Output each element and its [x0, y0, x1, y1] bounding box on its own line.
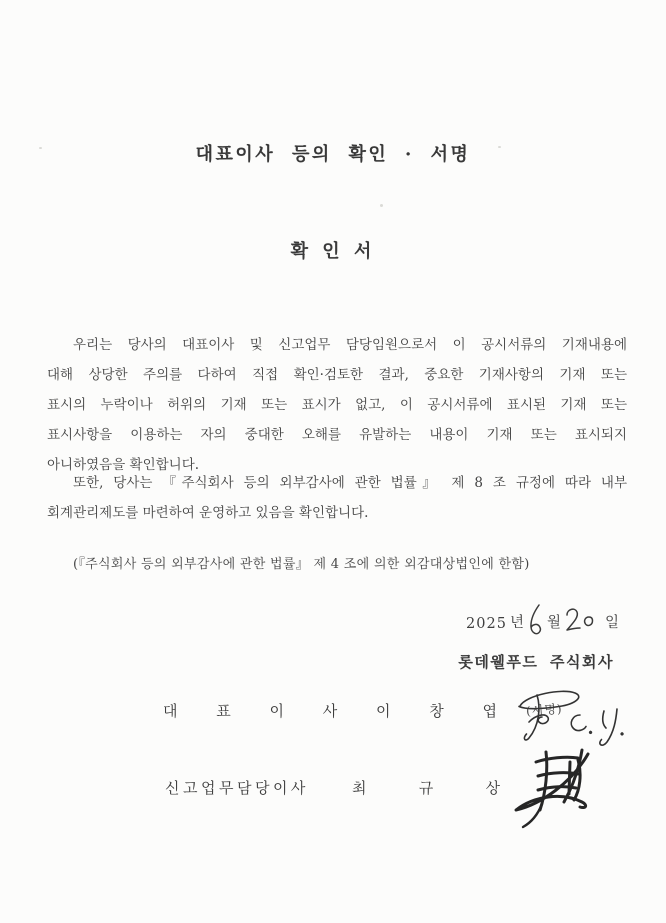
signer-char: 사 [322, 702, 338, 720]
document-subtitle: 확 인 서 [290, 241, 376, 262]
ceo-signature-icon [512, 686, 630, 752]
company-name: 롯데웰푸드 주식회사 [458, 653, 614, 671]
signer-role-officer: 신고업무담당이사 [165, 779, 309, 797]
officer-signature-icon [510, 744, 602, 836]
signer-char: 이 [269, 702, 284, 720]
date-month-unit: 월 [546, 615, 562, 631]
scope-note: (『주식회사 등의 외부감사에 관한 법률』 제 4 조에 의한 외감대상법인에 한함) [73, 557, 530, 572]
paragraph-line: 표시의 누락이나 허위의 기재 또는 표시가 없고, 이 공시서류에 표시된 기재 또는 [47, 397, 627, 413]
scan-speck [39, 147, 42, 149]
date-year: 2025 [466, 616, 507, 632]
paragraph-line: 표시사항을 이용하는 자의 중대한 오해를 유발하는 내용이 기재 또는 표시되지 [47, 427, 627, 443]
paragraph-confirmation [47, 330, 627, 480]
scan-speck [380, 204, 383, 207]
scan-speck [498, 146, 501, 148]
paragraph-line: 우리는 당사의 대표이사 및 신고업무 담당임원으로서 이 공시서류의 기재내용에 [73, 337, 627, 353]
paragraph-line: 또한, 당사는 『주식회사 등의 외부감사에 관한 법률』 제 8 조 규정에 따라 내부 [73, 475, 627, 491]
paragraph-line: 아니하였음을 확인합니다. [47, 457, 200, 473]
signer-char: 상 [485, 779, 500, 797]
date-day-unit: 일 [604, 615, 620, 631]
handwritten-day-icon [564, 605, 600, 637]
signer-char: 이 [376, 702, 391, 720]
date-line [466, 598, 620, 632]
sign-here-label: (서명) [525, 701, 564, 719]
signer-row-ceo [163, 700, 497, 721]
document-title: 대표이사 등의 확인 · 서명 [195, 144, 471, 165]
signer-char: 최 [352, 779, 367, 797]
signer-char: 규 [418, 779, 434, 797]
handwritten-month-icon [527, 603, 542, 637]
signer-name-officer [352, 777, 500, 798]
paragraph-line: 회계관리제도를 마련하여 운영하고 있음을 확인합니다. [47, 505, 369, 521]
signer-char: 대 [163, 702, 178, 720]
signer-char: 엽 [482, 702, 497, 720]
date-year-unit: 년 [509, 615, 525, 631]
signer-char: 표 [216, 702, 231, 720]
paragraph-internal-accounting [47, 468, 627, 528]
signer-char: 창 [429, 702, 444, 720]
paragraph-line: 대해 상당한 주의를 다하여 직접 확인·검토한 결과, 중요한 기재사항의 기재 또는 [47, 367, 627, 383]
